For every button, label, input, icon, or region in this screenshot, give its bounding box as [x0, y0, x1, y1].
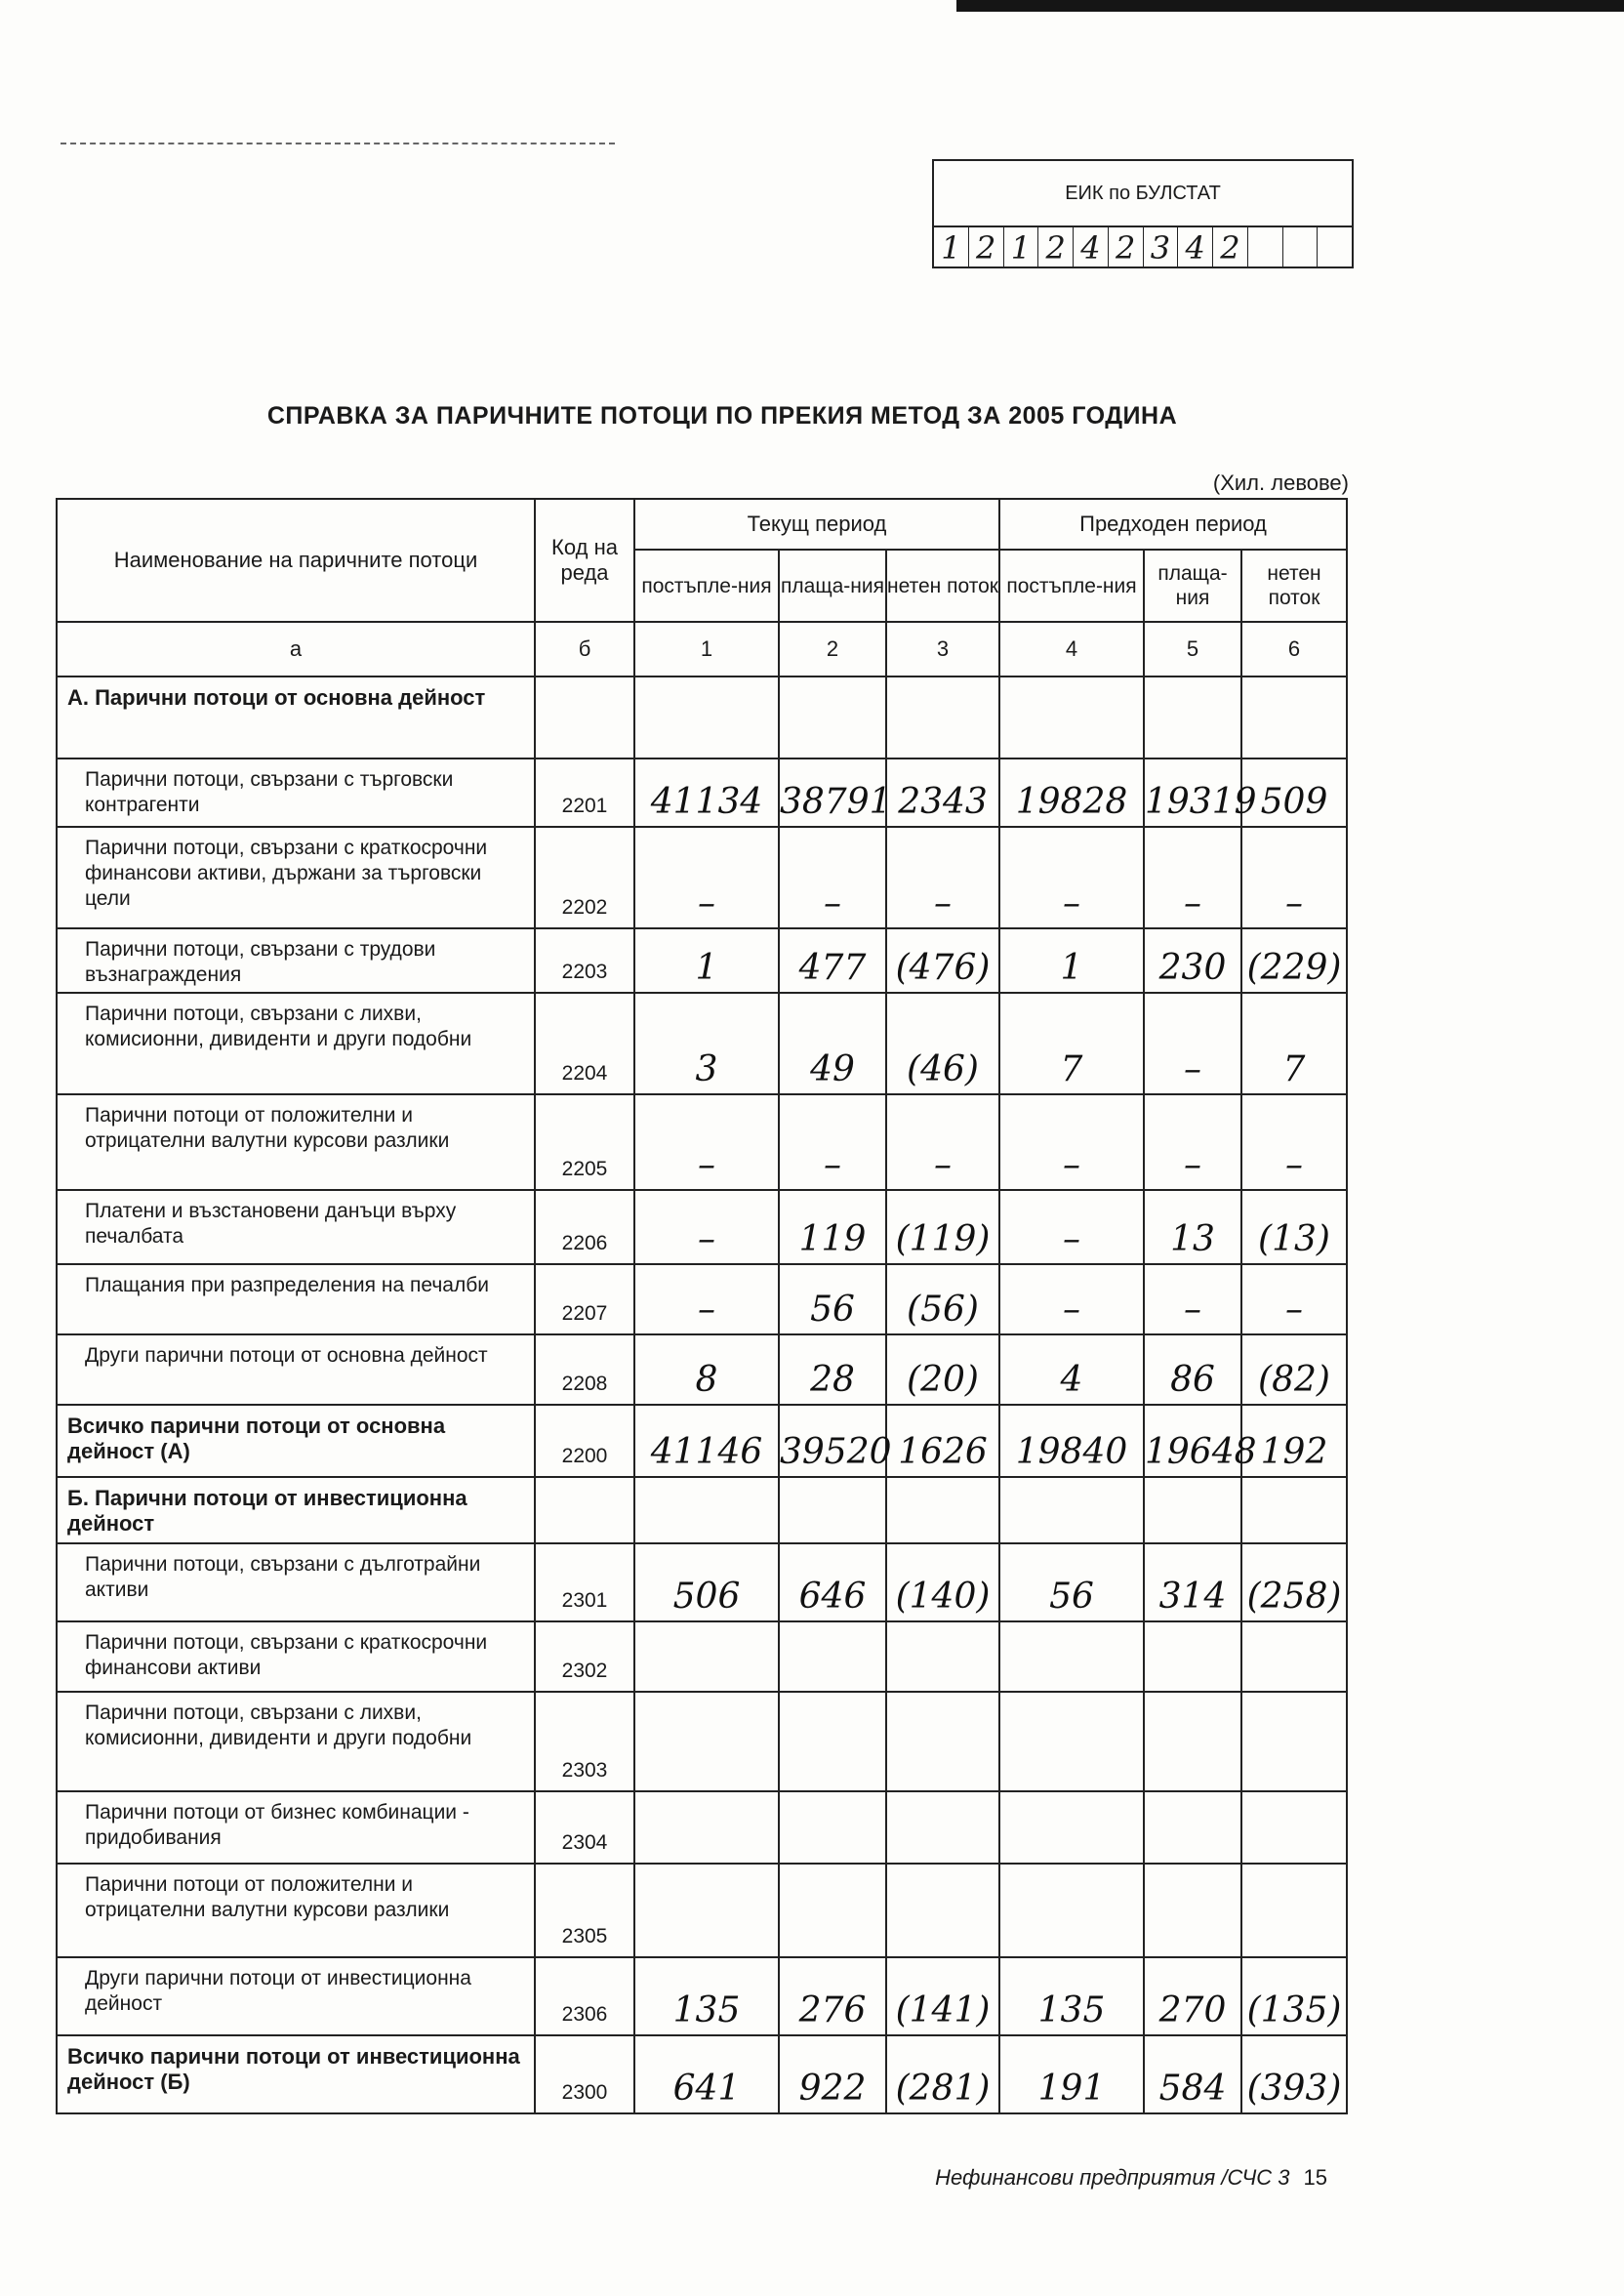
- row-code: 2203: [535, 928, 634, 993]
- eik-digit: 3: [1144, 227, 1179, 268]
- row-value: –: [1144, 1264, 1241, 1334]
- row-value: (46): [886, 993, 999, 1094]
- row-code: 2305: [535, 1864, 634, 1957]
- header-previous-net: нетен поток: [1241, 550, 1347, 622]
- row-name: Други парични потоци от основна дейност: [57, 1334, 535, 1405]
- page-title: СПРАВКА ЗА ПАРИЧНИТЕ ПОТОЦИ ПО ПРЕКИЯ МЕТОД ЗА 2005 ГОДИНА: [266, 402, 1178, 430]
- row-value: [999, 676, 1144, 758]
- row-name: Парични потоци, свързани с краткосрочни финансови активи: [57, 1621, 535, 1692]
- row-value: [779, 676, 886, 758]
- row-value: (119): [886, 1190, 999, 1264]
- row-value: (476): [886, 928, 999, 993]
- row-value: [999, 1692, 1144, 1791]
- row-value: [1144, 1477, 1241, 1543]
- column-index: 2: [779, 622, 886, 676]
- row-value: [634, 676, 779, 758]
- row-value: [779, 1864, 886, 1957]
- table-row: [57, 758, 1347, 827]
- footer: [869, 2165, 1327, 2191]
- row-value: 56: [999, 1543, 1144, 1621]
- row-value: [999, 1621, 1144, 1692]
- header-current-payments: плаща-ния: [779, 550, 886, 622]
- row-value: –: [1241, 1264, 1347, 1334]
- row-value: [634, 1864, 779, 1957]
- row-code: 2302: [535, 1621, 634, 1692]
- row-value: [886, 1791, 999, 1864]
- row-name: Парични потоци от бизнес комбинации - придобивания: [57, 1791, 535, 1864]
- column-index-row: [57, 622, 1347, 676]
- row-value: (135): [1241, 1957, 1347, 2035]
- row-value: [999, 1864, 1144, 1957]
- row-value: 270: [1144, 1957, 1241, 2035]
- row-code: 2303: [535, 1692, 634, 1791]
- table-row: [57, 993, 1347, 1094]
- row-value: [1241, 1621, 1347, 1692]
- row-name: Парични потоци, свързани с лихви, комисионни, дивиденти и други подобни: [57, 1692, 535, 1791]
- column-index: 4: [999, 622, 1144, 676]
- eik-digit: [1283, 227, 1319, 268]
- row-value: [779, 1621, 886, 1692]
- eik-digit: 2: [1109, 227, 1144, 268]
- row-code: 2301: [535, 1543, 634, 1621]
- row-value: –: [886, 827, 999, 928]
- row-value: 641: [634, 2035, 779, 2113]
- row-value: [1144, 1621, 1241, 1692]
- row-name: Парични потоци, свързани с лихви, комисионни, дивиденти и други подобни: [57, 993, 535, 1094]
- table-row: [57, 1264, 1347, 1334]
- row-value: 584: [1144, 2035, 1241, 2113]
- row-value: [779, 1692, 886, 1791]
- row-value: –: [634, 1094, 779, 1190]
- row-value: 8: [634, 1334, 779, 1405]
- table-row: [57, 1692, 1347, 1791]
- column-index: б: [535, 622, 634, 676]
- row-value: 1626: [886, 1405, 999, 1477]
- row-value: [999, 1791, 1144, 1864]
- row-name: Б. Парични потоци от инвестиционна дейност: [57, 1477, 535, 1543]
- table-row: [57, 676, 1347, 758]
- row-value: [634, 1791, 779, 1864]
- row-value: –: [779, 1094, 886, 1190]
- row-value: 192: [1241, 1405, 1347, 1477]
- row-value: –: [1144, 993, 1241, 1094]
- eik-digit: [1248, 227, 1283, 268]
- row-code: 2208: [535, 1334, 634, 1405]
- table-row: [57, 1190, 1347, 1264]
- header-previous-receipts: постъпле-ния: [999, 550, 1144, 622]
- eik-digit: 2: [969, 227, 1004, 268]
- column-index: а: [57, 622, 535, 676]
- row-name: Плащания при разпределения на печалби: [57, 1264, 535, 1334]
- cash-flow-table: [56, 498, 1348, 2114]
- table-row: [57, 1957, 1347, 2035]
- row-value: –: [779, 827, 886, 928]
- row-code: [535, 676, 634, 758]
- row-value: (20): [886, 1334, 999, 1405]
- table-row: [57, 827, 1347, 928]
- row-code: 2202: [535, 827, 634, 928]
- row-value: –: [1144, 827, 1241, 928]
- table-row: [57, 1477, 1347, 1543]
- row-name: Други парични потоци от инвестиционна дейност: [57, 1957, 535, 2035]
- row-value: (82): [1241, 1334, 1347, 1405]
- row-value: [1241, 1692, 1347, 1791]
- table-row: [57, 1621, 1347, 1692]
- table-row: [57, 1543, 1347, 1621]
- row-value: [1241, 1864, 1347, 1957]
- row-code: 2204: [535, 993, 634, 1094]
- table-row: [57, 1791, 1347, 1864]
- row-code: [535, 1477, 634, 1543]
- row-value: [886, 1621, 999, 1692]
- row-name: А. Парични потоци от основна дейност: [57, 676, 535, 758]
- row-value: (13): [1241, 1190, 1347, 1264]
- dashed-mark: [61, 143, 615, 144]
- eik-box: [932, 159, 1354, 268]
- row-value: [1241, 1477, 1347, 1543]
- row-value: 119: [779, 1190, 886, 1264]
- row-value: 506: [634, 1543, 779, 1621]
- row-value: 38791: [779, 758, 886, 827]
- row-code: 2300: [535, 2035, 634, 2113]
- table-row: [57, 2035, 1347, 2113]
- row-name: Парични потоци, свързани с дълготрайни активи: [57, 1543, 535, 1621]
- scan-edge-bar: [956, 0, 1624, 12]
- row-value: 86: [1144, 1334, 1241, 1405]
- row-value: 135: [634, 1957, 779, 2035]
- header-current-period: Текущ период: [634, 499, 999, 550]
- column-index: 1: [634, 622, 779, 676]
- row-value: [1144, 1791, 1241, 1864]
- row-name: Всичко парични потоци от основна дейност (А): [57, 1405, 535, 1477]
- row-value: [779, 1477, 886, 1543]
- row-value: 135: [999, 1957, 1144, 2035]
- row-value: (229): [1241, 928, 1347, 993]
- row-value: (140): [886, 1543, 999, 1621]
- column-index: 5: [1144, 622, 1241, 676]
- row-value: –: [634, 1190, 779, 1264]
- row-code: 2206: [535, 1190, 634, 1264]
- row-value: [886, 1477, 999, 1543]
- row-value: 39520: [779, 1405, 886, 1477]
- row-value: 19840: [999, 1405, 1144, 1477]
- row-value: 56: [779, 1264, 886, 1334]
- header-previous-payments: плаща-ния: [1144, 550, 1241, 622]
- row-value: 41146: [634, 1405, 779, 1477]
- table-row: [57, 1864, 1347, 1957]
- row-code: 2306: [535, 1957, 634, 2035]
- eik-digit: 4: [1178, 227, 1213, 268]
- column-index: 3: [886, 622, 999, 676]
- eik-digit: 1: [1004, 227, 1039, 268]
- row-value: 7: [999, 993, 1144, 1094]
- row-value: [1241, 676, 1347, 758]
- eik-digit: 4: [1074, 227, 1109, 268]
- row-value: 314: [1144, 1543, 1241, 1621]
- row-code: 2205: [535, 1094, 634, 1190]
- table-row: [57, 1094, 1347, 1190]
- row-code: 2201: [535, 758, 634, 827]
- row-code: 2200: [535, 1405, 634, 1477]
- row-value: –: [999, 1264, 1144, 1334]
- row-value: 1: [999, 928, 1144, 993]
- header-current-receipts: постъпле-ния: [634, 550, 779, 622]
- row-value: –: [1241, 827, 1347, 928]
- header-name: Наименование на паричните потоци: [57, 499, 535, 622]
- row-name: Парични потоци, свързани с краткосрочни финансови активи, държани за търговски цели: [57, 827, 535, 928]
- row-value: [634, 1692, 779, 1791]
- table-row: [57, 1405, 1347, 1477]
- eik-digit: 2: [1213, 227, 1248, 268]
- row-code: 2304: [535, 1791, 634, 1864]
- row-value: (258): [1241, 1543, 1347, 1621]
- row-value: [886, 1692, 999, 1791]
- row-value: 13: [1144, 1190, 1241, 1264]
- row-value: –: [999, 1094, 1144, 1190]
- eik-digits: [934, 227, 1352, 268]
- row-value: [1241, 1791, 1347, 1864]
- row-value: 3: [634, 993, 779, 1094]
- row-value: [886, 1864, 999, 1957]
- row-value: –: [1144, 1094, 1241, 1190]
- row-value: [1144, 1864, 1241, 1957]
- row-name: Всичко парични потоци от инвестиционна дейност (Б): [57, 2035, 535, 2113]
- row-name: Парични потоци, свързани с трудови възнаграждения: [57, 928, 535, 993]
- row-value: (141): [886, 1957, 999, 2035]
- row-name: Парични потоци, свързани с търговски контрагенти: [57, 758, 535, 827]
- column-index: 6: [1241, 622, 1347, 676]
- table-row: [57, 928, 1347, 993]
- row-value: [999, 1477, 1144, 1543]
- row-value: (281): [886, 2035, 999, 2113]
- row-value: –: [999, 1190, 1144, 1264]
- eik-digit: [1318, 227, 1352, 268]
- row-value: 191: [999, 2035, 1144, 2113]
- row-value: 28: [779, 1334, 886, 1405]
- row-code: 2207: [535, 1264, 634, 1334]
- row-value: [1144, 676, 1241, 758]
- row-value: 19648: [1144, 1405, 1241, 1477]
- row-value: 230: [1144, 928, 1241, 993]
- row-name: Платени и възстановени данъци върху печалбата: [57, 1190, 535, 1264]
- row-value: (56): [886, 1264, 999, 1334]
- row-value: 276: [779, 1957, 886, 2035]
- footer-text: Нефинансови предприятия /СЧС 3: [935, 2165, 1290, 2190]
- row-value: [634, 1621, 779, 1692]
- header-code: Код на реда: [535, 499, 634, 622]
- header-current-net: нетен поток: [886, 550, 999, 622]
- row-value: 646: [779, 1543, 886, 1621]
- row-name: Парични потоци от положителни и отрицателни валутни курсови разлики: [57, 1864, 535, 1957]
- page-number: 15: [1303, 2165, 1327, 2190]
- row-value: [1144, 1692, 1241, 1791]
- row-value: [886, 676, 999, 758]
- row-value: 41134: [634, 758, 779, 827]
- eik-digit: 1: [934, 227, 969, 268]
- row-value: [779, 1791, 886, 1864]
- eik-label: ЕИК по БУЛСТАТ: [934, 161, 1352, 227]
- row-value: 19319: [1144, 758, 1241, 827]
- header-previous-period: Предходен период: [999, 499, 1347, 550]
- row-value: 19828: [999, 758, 1144, 827]
- units-note: (Хил. левове): [1212, 471, 1349, 495]
- table-row: [57, 1334, 1347, 1405]
- row-name: Парични потоци от положителни и отрицателни валутни курсови разлики: [57, 1094, 535, 1190]
- row-value: –: [1241, 1094, 1347, 1190]
- row-value: 4: [999, 1334, 1144, 1405]
- row-value: [634, 1477, 779, 1543]
- row-value: 1: [634, 928, 779, 993]
- row-value: –: [886, 1094, 999, 1190]
- row-value: –: [634, 1264, 779, 1334]
- row-value: 7: [1241, 993, 1347, 1094]
- row-value: 509: [1241, 758, 1347, 827]
- row-value: 49: [779, 993, 886, 1094]
- row-value: 477: [779, 928, 886, 993]
- row-value: –: [634, 827, 779, 928]
- eik-digit: 2: [1038, 227, 1074, 268]
- row-value: (393): [1241, 2035, 1347, 2113]
- row-value: 922: [779, 2035, 886, 2113]
- row-value: 2343: [886, 758, 999, 827]
- row-value: –: [999, 827, 1144, 928]
